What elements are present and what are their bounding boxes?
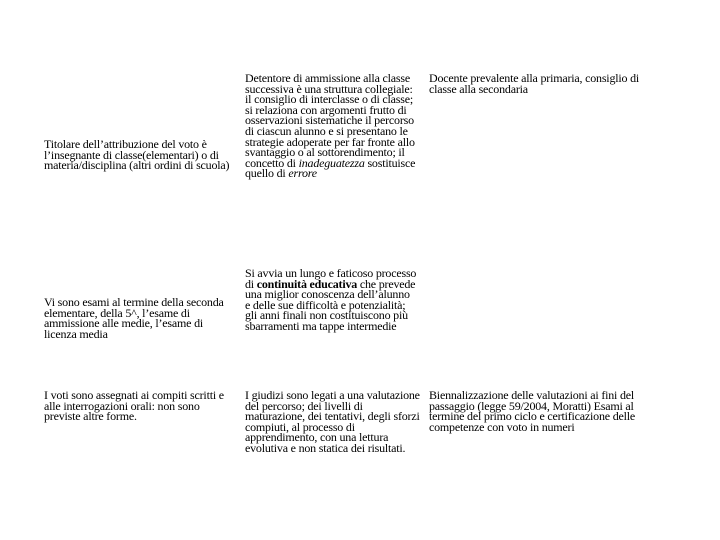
emphasis-inadeguatezza: inadeguatezza <box>298 155 365 170</box>
cell-text-part: Detentore di ammissione alla classe successiva è una struttura collegiale: il consiglio di interclasse o di classe; si relaziona con argomenti frutto di osservazioni sistematiche il percorso di ciascun alunno e si presentano le strategie adoperate per far fronte allo svantaggio o al sottorendimento; il concetto di <box>245 71 415 170</box>
emphasis-errore: errore <box>288 166 317 181</box>
cell-current-biennial <box>429 390 665 432</box>
cell-current-responsibility <box>429 73 657 94</box>
cell-text: I giudizi sono legati a una valutazione del percorso; dei livelli di maturazione, dei tentativi, degli sforzi compiuti, al processo di apprendimento, con una lettura evolutiva e non statica dei risultati. <box>245 388 420 455</box>
cell-new-continuity <box>245 268 417 332</box>
cell-old-exams <box>44 297 234 339</box>
cell-new-judgements <box>245 390 420 454</box>
cell-text-part: che prevede una miglior conoscenza dell’alunno e delle sue difficoltà e potenzialità; gli anni finali non costituiscono più sbarramenti ma tappe intermedie <box>245 276 416 333</box>
cell-new-collegial-body <box>245 73 417 179</box>
cell-text: Titolare dell’attribuzione del voto è l’insegnante di classe(elementari) o di materia/disciplina (altri ordini di scuola) <box>44 137 230 173</box>
cell-old-title-holder <box>44 139 234 171</box>
cell-text: Vi sono esami al termine della seconda elementare, della 5^, l’esame di ammissione alle medie, l’esame di licenza media <box>44 295 224 341</box>
cell-old-grades <box>44 390 234 422</box>
cell-text: Biennalizzazione delle valutazioni ai fini del passaggio (legge 59/2004, Moratti) Esami al termine del primo ciclo e certificazione delle competenze con voto in numeri <box>429 388 636 434</box>
cell-text: Docente prevalente alla primaria, consiglio di classe alla secondaria <box>429 71 640 96</box>
cell-text-part: sostituisce quello di <box>245 155 416 181</box>
cell-text: I voti sono assegnati ai compiti scritti e alle interrogazioni orali: non sono previste altre forme. <box>44 388 224 424</box>
strong-continuita-educativa: continuità educativa <box>256 276 358 291</box>
cell-text-part: Si avvia un lungo e faticoso processo di <box>245 266 417 291</box>
